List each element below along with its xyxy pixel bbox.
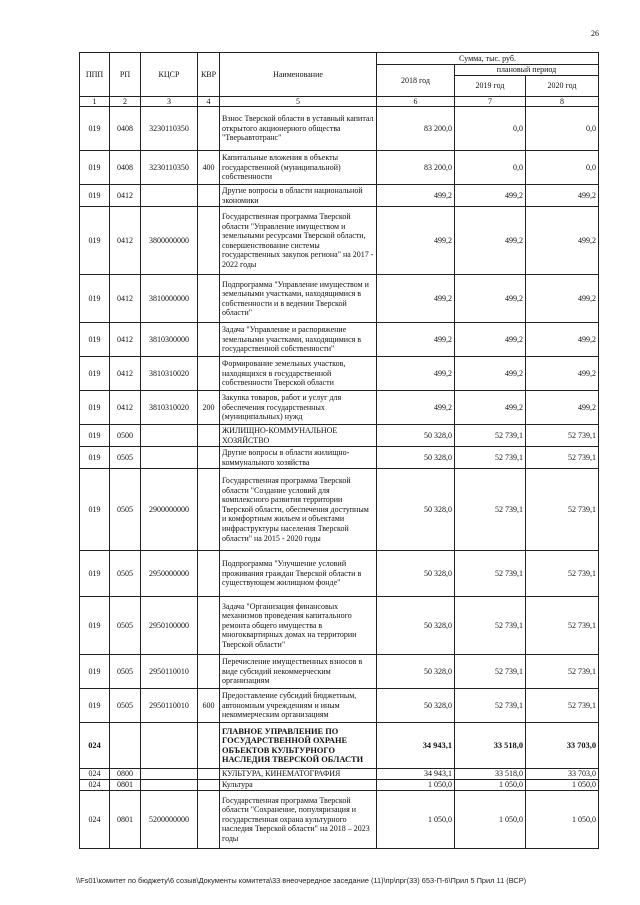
cell-name: Подпрограмма "Улучшение условий проживания граждан Тверской области в существующем жилищном фонде" — [220, 551, 377, 597]
cell-kcsr: 3230110350 — [141, 107, 198, 151]
cell-kvr: 400 — [198, 151, 220, 185]
cell-2018: 499,2 — [377, 207, 455, 275]
cell-kcsr: 2950110010 — [141, 655, 198, 689]
header-rp: РП — [110, 53, 141, 97]
cell-2020: 33 703,0 — [526, 723, 599, 769]
cell-kcsr — [141, 447, 198, 469]
cell-2019: 33 518,0 — [455, 769, 526, 780]
table-row — [80, 425, 599, 447]
cell-ppp: 024 — [80, 780, 110, 791]
cell-rp: 0408 — [110, 151, 141, 185]
table-row — [80, 723, 599, 769]
header-sum: Сумма, тыс. руб. — [377, 53, 599, 65]
cell-ppp: 019 — [80, 469, 110, 551]
cell-rp: 0800 — [110, 769, 141, 780]
cell-kcsr: 2950100000 — [141, 597, 198, 655]
cell-2018: 34 943,1 — [377, 769, 455, 780]
cell-rp: 0505 — [110, 447, 141, 469]
cell-name: Формирование земельных участков, находящихся в государственной собственности Тверской области — [220, 357, 377, 391]
cell-kvr — [198, 655, 220, 689]
table-row — [80, 447, 599, 469]
cell-name: КУЛЬТУРА, КИНЕМАТОГРАФИЯ — [220, 769, 377, 780]
cell-2018: 50 328,0 — [377, 447, 455, 469]
cell-ppp: 019 — [80, 447, 110, 469]
col-number: 7 — [455, 96, 526, 107]
cell-ppp: 019 — [80, 151, 110, 185]
header-year-2018: 2018 год — [377, 65, 455, 97]
cell-2020: 33 703,0 — [526, 769, 599, 780]
cell-kvr — [198, 425, 220, 447]
header-planned-period: плановый период — [455, 65, 599, 76]
cell-2018: 50 328,0 — [377, 551, 455, 597]
cell-2018: 1 050,0 — [377, 791, 455, 849]
cell-ppp: 019 — [80, 185, 110, 207]
cell-ppp: 019 — [80, 597, 110, 655]
table-row — [80, 323, 599, 357]
cell-2018: 499,2 — [377, 275, 455, 323]
cell-ppp: 019 — [80, 357, 110, 391]
cell-rp — [110, 723, 141, 769]
cell-2019: 499,2 — [455, 207, 526, 275]
cell-2019: 0,0 — [455, 151, 526, 185]
cell-2018: 50 328,0 — [377, 689, 455, 723]
cell-ppp: 019 — [80, 207, 110, 275]
cell-2020: 52 739,1 — [526, 425, 599, 447]
cell-kcsr: 2950000000 — [141, 551, 198, 597]
table-row — [80, 769, 599, 780]
cell-ppp: 019 — [80, 551, 110, 597]
cell-name: Другие вопросы в области национальной экономики — [220, 185, 377, 207]
table-row — [80, 107, 599, 151]
cell-2018: 1 050,0 — [377, 780, 455, 791]
cell-2018: 50 328,0 — [377, 425, 455, 447]
cell-name: Государственная программа Тверской области "Управление имуществом и земельными ресурсами Тверской области, совершенствование системы государственных закупок региона" на 2017 - 2022 годы — [220, 207, 377, 275]
cell-kvr — [198, 791, 220, 849]
cell-name: Взнос Тверской области в уставный капитал открытого акционерного общества "Тверьавтотранс" — [220, 107, 377, 151]
cell-rp: 0412 — [110, 185, 141, 207]
cell-2019: 52 739,1 — [455, 655, 526, 689]
cell-kcsr: 3810310020 — [141, 357, 198, 391]
cell-2020: 1 050,0 — [526, 780, 599, 791]
cell-2020: 499,2 — [526, 357, 599, 391]
cell-kvr — [198, 207, 220, 275]
table-row — [80, 655, 599, 689]
table-row — [80, 275, 599, 323]
cell-rp: 0500 — [110, 425, 141, 447]
cell-kvr — [198, 597, 220, 655]
cell-rp: 0801 — [110, 780, 141, 791]
cell-kcsr: 3810310020 — [141, 391, 198, 425]
cell-name: Подпрограмма "Управление имуществом и земельными участками, находящимися в собственности и в ведении Тверской области" — [220, 275, 377, 323]
cell-rp: 0505 — [110, 689, 141, 723]
cell-kvr — [198, 469, 220, 551]
cell-2020: 0,0 — [526, 107, 599, 151]
table-row — [80, 151, 599, 185]
cell-ppp: 024 — [80, 723, 110, 769]
table-row — [80, 791, 599, 849]
cell-2018: 50 328,0 — [377, 469, 455, 551]
cell-name: ГЛАВНОЕ УПРАВЛЕНИЕ ПО ГОСУДАРСТВЕННОЙ ОХРАНЕ ОБЪЕКТОВ КУЛЬТУРНОГО НАСЛЕДИЯ ТВЕРСКОЙ ОБЛАСТИ — [220, 723, 377, 769]
cell-kvr — [198, 769, 220, 780]
file-path-footer: \\Fs01\комитет по бюджету\6 созыв\Документы комитета\33 внеочередное заседание (11)\пр\прг(33) 653-П-6\Прил 5 Прил 11 (ВСР) — [76, 876, 527, 885]
cell-name: ЖИЛИЩНО-КОММУНАЛЬНОЕ ХОЗЯЙСТВО — [220, 425, 377, 447]
cell-kcsr: 2950110010 — [141, 689, 198, 723]
cell-ppp: 019 — [80, 275, 110, 323]
header-year-2020: 2020 год — [526, 75, 599, 96]
cell-name: Перечисление имущественных взносов в виде субсидий некоммерческим организациям — [220, 655, 377, 689]
cell-kvr: 200 — [198, 391, 220, 425]
cell-2020: 52 739,1 — [526, 447, 599, 469]
cell-2020: 52 739,1 — [526, 469, 599, 551]
header-kvr: КВР — [198, 53, 220, 97]
cell-ppp: 024 — [80, 769, 110, 780]
cell-rp: 0505 — [110, 551, 141, 597]
table-row — [80, 207, 599, 275]
cell-rp: 0412 — [110, 391, 141, 425]
cell-kcsr: 3800000000 — [141, 207, 198, 275]
cell-2020: 52 739,1 — [526, 551, 599, 597]
cell-2018: 50 328,0 — [377, 655, 455, 689]
cell-rp: 0505 — [110, 469, 141, 551]
cell-rp: 0801 — [110, 791, 141, 849]
col-number: 3 — [141, 96, 198, 107]
cell-2018: 499,2 — [377, 391, 455, 425]
cell-2019: 499,2 — [455, 185, 526, 207]
table-row — [80, 689, 599, 723]
cell-kvr — [198, 551, 220, 597]
cell-kcsr: 5200000000 — [141, 791, 198, 849]
cell-2019: 33 518,0 — [455, 723, 526, 769]
table-row — [80, 357, 599, 391]
cell-2019: 52 739,1 — [455, 689, 526, 723]
cell-2019: 1 050,0 — [455, 791, 526, 849]
col-number: 2 — [110, 96, 141, 107]
cell-2019: 52 739,1 — [455, 469, 526, 551]
cell-kvr — [198, 107, 220, 151]
cell-2018: 34 943,1 — [377, 723, 455, 769]
cell-ppp: 024 — [80, 791, 110, 849]
cell-2018: 83 200,0 — [377, 151, 455, 185]
cell-2019: 52 739,1 — [455, 597, 526, 655]
cell-kcsr: 3230110350 — [141, 151, 198, 185]
cell-name: Другие вопросы в области жилищно-коммунального хозяйства — [220, 447, 377, 469]
cell-kvr: 600 — [198, 689, 220, 723]
table-body — [80, 107, 599, 849]
cell-ppp: 019 — [80, 107, 110, 151]
cell-2020: 52 739,1 — [526, 597, 599, 655]
cell-2019: 1 050,0 — [455, 780, 526, 791]
col-number: 8 — [526, 96, 599, 107]
cell-rp: 0412 — [110, 275, 141, 323]
cell-kcsr — [141, 780, 198, 791]
table-row — [80, 551, 599, 597]
cell-2019: 499,2 — [455, 357, 526, 391]
col-number: 1 — [80, 96, 110, 107]
cell-rp: 0412 — [110, 357, 141, 391]
cell-2020: 499,2 — [526, 207, 599, 275]
cell-2020: 52 739,1 — [526, 689, 599, 723]
cell-2018: 499,2 — [377, 357, 455, 391]
cell-ppp: 019 — [80, 391, 110, 425]
cell-2019: 52 739,1 — [455, 551, 526, 597]
cell-name: Государственная программа Тверской области "Сохранение, популяризация и государственная охрана культурного наследия Тверской области" на 2018 – 2023 годы — [220, 791, 377, 849]
column-number-row — [80, 96, 599, 107]
cell-2018: 83 200,0 — [377, 107, 455, 151]
cell-name: Государственная программа Тверской области "Создание условий для комплексного развития территории Тверской области, обеспечения доступным и комфортным жильем и объектами инфраструктуры населения Тверской области" на 2015 - 2020 годы — [220, 469, 377, 551]
cell-name: Предоставление субсидий бюджетным, автономным учреждениям и иным некоммерческим организациям — [220, 689, 377, 723]
cell-kcsr: 3810300000 — [141, 323, 198, 357]
col-number: 5 — [220, 96, 377, 107]
cell-ppp: 019 — [80, 425, 110, 447]
cell-2020: 0,0 — [526, 151, 599, 185]
cell-kvr — [198, 447, 220, 469]
cell-2018: 499,2 — [377, 185, 455, 207]
cell-ppp: 019 — [80, 689, 110, 723]
cell-2020: 499,2 — [526, 275, 599, 323]
header-kcsr: КЦСР — [141, 53, 198, 97]
cell-kcsr: 2900000000 — [141, 469, 198, 551]
cell-2020: 499,2 — [526, 391, 599, 425]
cell-2018: 50 328,0 — [377, 597, 455, 655]
cell-2019: 0,0 — [455, 107, 526, 151]
cell-name: Закупка товаров, работ и услуг для обеспечения государственных (муниципальных) нужд — [220, 391, 377, 425]
header-ppp: ППП — [80, 53, 110, 97]
col-number: 6 — [377, 96, 455, 107]
table-row — [80, 185, 599, 207]
cell-kcsr: 3810000000 — [141, 275, 198, 323]
table-row — [80, 597, 599, 655]
cell-kcsr — [141, 769, 198, 780]
cell-rp: 0408 — [110, 107, 141, 151]
cell-name: Культура — [220, 780, 377, 791]
cell-kvr — [198, 723, 220, 769]
cell-2019: 52 739,1 — [455, 447, 526, 469]
cell-ppp: 019 — [80, 655, 110, 689]
cell-kvr — [198, 323, 220, 357]
cell-kcsr — [141, 425, 198, 447]
cell-kcsr — [141, 723, 198, 769]
table-row — [80, 780, 599, 791]
cell-kvr — [198, 185, 220, 207]
header-year-2019: 2019 год — [455, 75, 526, 96]
table-row — [80, 391, 599, 425]
cell-kvr — [198, 275, 220, 323]
cell-2019: 499,2 — [455, 323, 526, 357]
col-number: 4 — [198, 96, 220, 107]
cell-2019: 52 739,1 — [455, 425, 526, 447]
cell-2020: 52 739,1 — [526, 655, 599, 689]
cell-2018: 499,2 — [377, 323, 455, 357]
cell-kvr — [198, 357, 220, 391]
header-name: Наименование — [220, 53, 377, 97]
cell-name: Задача "Организация финансовых механизмов проведения капитального ремонта общего имущества в многоквартирных домах на территории Тверской области" — [220, 597, 377, 655]
cell-rp: 0505 — [110, 597, 141, 655]
cell-ppp: 019 — [80, 323, 110, 357]
table-row — [80, 469, 599, 551]
cell-rp: 0412 — [110, 207, 141, 275]
cell-kvr — [198, 780, 220, 791]
cell-kcsr — [141, 185, 198, 207]
budget-table — [79, 52, 599, 849]
cell-rp: 0412 — [110, 323, 141, 357]
cell-2020: 499,2 — [526, 323, 599, 357]
cell-2019: 499,2 — [455, 391, 526, 425]
cell-2020: 1 050,0 — [526, 791, 599, 849]
page-number: 26 — [591, 29, 599, 38]
cell-rp: 0505 — [110, 655, 141, 689]
cell-name: Задача "Управление и распоряжение земельными участками, находящимися в государственной собственности" — [220, 323, 377, 357]
cell-2019: 499,2 — [455, 275, 526, 323]
cell-name: Капитальные вложения в объекты государственной (муниципальной) собственности — [220, 151, 377, 185]
cell-2020: 499,2 — [526, 185, 599, 207]
